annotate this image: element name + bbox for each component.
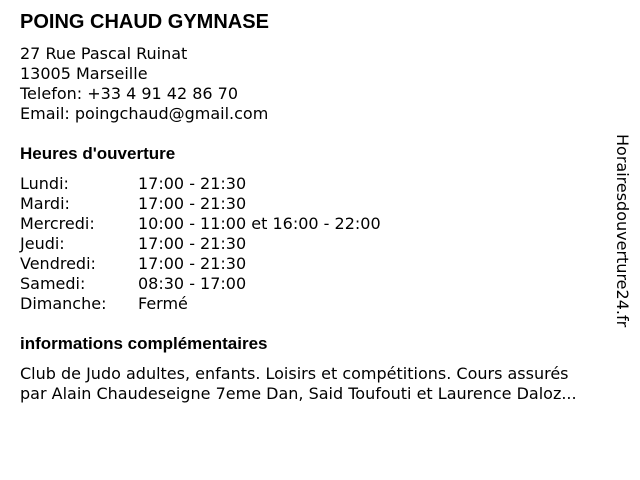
hours-row-mercredi (20, 214, 381, 234)
description-line: par Alain Chaudeseigne 7eme Dan, Said Toufouti et Laurence Daloz... (20, 384, 577, 403)
opening-hours-list (20, 174, 381, 314)
phone-number: Telefon: +33 4 91 42 86 70 (20, 84, 239, 103)
hours-day: Samedi: (20, 274, 86, 293)
hours-day: Mercredi: (20, 214, 95, 233)
hours-row-vendredi (20, 254, 381, 274)
hours-time: 17:00 - 21:30 (138, 254, 247, 273)
hours-day: Vendredi: (20, 254, 96, 273)
hours-day: Jeudi: (20, 234, 65, 253)
address-city: 13005 Marseille (20, 64, 148, 83)
hours-row-mardi (20, 194, 381, 214)
info-heading: informations complémentaires (20, 334, 268, 353)
hours-day: Dimanche: (20, 294, 107, 313)
hours-time: 08:30 - 17:00 (138, 274, 247, 293)
business-name: POING CHAUD GYMNASE (20, 11, 269, 33)
hours-heading: Heures d'ouverture (20, 144, 176, 163)
email-address: Email: poingchaud@gmail.com (20, 104, 269, 123)
hours-row-lundi (20, 174, 381, 194)
hours-time: Fermé (138, 294, 188, 313)
hours-row-dimanche (20, 294, 381, 314)
hours-day: Mardi: (20, 194, 70, 213)
hours-time: 17:00 - 21:30 (138, 234, 247, 253)
contact-block (20, 44, 268, 124)
address-street: 27 Rue Pascal Ruinat (20, 44, 188, 63)
description-line: Club de Judo adultes, enfants. Loisirs et compétitions. Cours assurés (20, 364, 569, 383)
description-text (20, 364, 630, 404)
hours-time: 10:00 - 11:00 et 16:00 - 22:00 (138, 214, 381, 233)
hours-time: 17:00 - 21:30 (138, 174, 247, 193)
hours-time: 17:00 - 21:30 (138, 194, 247, 213)
hours-row-jeudi (20, 234, 381, 254)
hours-row-samedi (20, 274, 381, 294)
hours-day: Lundi: (20, 174, 69, 193)
site-watermark: Horairesdouverture24.fr (613, 134, 632, 328)
